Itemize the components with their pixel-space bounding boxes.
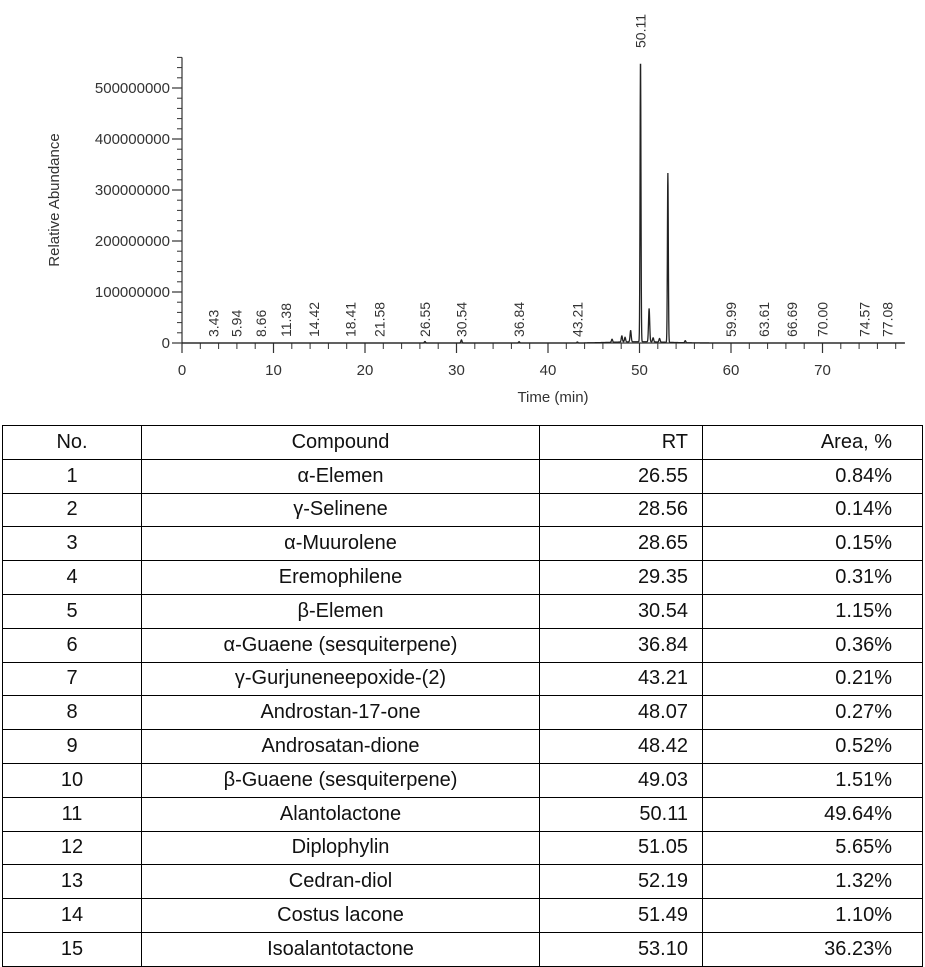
peak-label: 5.94 <box>228 309 245 337</box>
cell-compound: Isoalantotactone <box>142 932 540 966</box>
table-row <box>3 527 923 561</box>
table-body <box>3 459 923 966</box>
table-row <box>3 831 923 865</box>
cell-rt: 50.11 <box>540 797 703 831</box>
table-row <box>3 459 923 493</box>
x-tick-label: 20 <box>356 362 374 379</box>
cell-area: 0.15% <box>703 527 923 561</box>
y-tick-label: 200000000 <box>94 233 170 250</box>
header-area: Area, % <box>703 426 923 460</box>
cell-area: 0.27% <box>703 696 923 730</box>
peak-label: 30.54 <box>453 301 470 337</box>
cell-rt: 26.55 <box>540 459 703 493</box>
cell-compound: Alantolactone <box>142 797 540 831</box>
x-tick-label: 30 <box>448 362 465 379</box>
peak-label: 36.84 <box>511 301 528 337</box>
y-tick-label: 0 <box>161 335 170 352</box>
cell-rt: 28.56 <box>540 493 703 527</box>
peak-label: 8.66 <box>253 309 270 337</box>
cell-no: 8 <box>3 696 142 730</box>
cell-no: 1 <box>3 459 142 493</box>
table-row <box>3 662 923 696</box>
cell-rt: 30.54 <box>540 594 703 628</box>
cell-rt: 49.03 <box>540 763 703 797</box>
cell-area: 0.36% <box>703 628 923 662</box>
peak-label: 59.99 <box>722 301 739 337</box>
x-tick-label: 50 <box>631 362 648 379</box>
cell-area: 5.65% <box>703 831 923 865</box>
cell-area: 36.23% <box>703 932 923 966</box>
y-tick-label: 500000000 <box>94 80 170 97</box>
table-row <box>3 899 923 933</box>
table-row <box>3 763 923 797</box>
cell-no: 2 <box>3 493 142 527</box>
cell-no: 10 <box>3 763 142 797</box>
cell-compound: Eremophilene <box>142 561 540 595</box>
y-axis-title: Relative Abundance <box>46 133 63 267</box>
cell-compound: β-Elemen <box>142 594 540 628</box>
table-row <box>3 696 923 730</box>
cell-no: 3 <box>3 527 142 561</box>
cell-area: 1.51% <box>703 763 923 797</box>
cell-compound: Androstan-17-one <box>142 696 540 730</box>
peak-label: 21.58 <box>371 301 388 337</box>
trace-line <box>182 64 905 343</box>
cell-compound: β-Guaene (sesquiterpene) <box>142 763 540 797</box>
cell-rt: 43.21 <box>540 662 703 696</box>
peak-label: 3.43 <box>205 309 222 337</box>
peak-label: 11.38 <box>278 303 295 337</box>
cell-no: 13 <box>3 865 142 899</box>
peak-labels <box>205 14 895 337</box>
table-header-row <box>3 426 923 460</box>
cell-compound: γ-Gurjuneneepoxide-(2) <box>142 662 540 696</box>
y-axis <box>95 57 182 352</box>
table-row <box>3 730 923 764</box>
x-axis-title: Time (min) <box>517 389 589 406</box>
cell-compound: α-Guaene (sesquiterpene) <box>142 628 540 662</box>
cell-no: 5 <box>3 594 142 628</box>
y-tick-label: 100000000 <box>94 284 170 301</box>
cell-no: 11 <box>3 797 142 831</box>
cell-area: 1.32% <box>703 865 923 899</box>
y-tick-label: 300000000 <box>94 182 170 199</box>
x-axis <box>178 343 905 379</box>
cell-rt: 36.84 <box>540 628 703 662</box>
cell-no: 14 <box>3 899 142 933</box>
cell-rt: 51.05 <box>540 831 703 865</box>
table-row <box>3 797 923 831</box>
peak-label: 74.57 <box>856 301 873 337</box>
cell-compound: Diplophylin <box>142 831 540 865</box>
cell-no: 15 <box>3 932 142 966</box>
cell-rt: 52.19 <box>540 865 703 899</box>
peak-label: 70.00 <box>814 301 831 337</box>
cell-area: 1.10% <box>703 899 923 933</box>
cell-compound: α-Elemen <box>142 459 540 493</box>
y-tick-label: 400000000 <box>94 131 170 148</box>
cell-area: 1.15% <box>703 594 923 628</box>
cell-rt: 28.65 <box>540 527 703 561</box>
cell-compound: Cedran-diol <box>142 865 540 899</box>
peak-label: 66.69 <box>784 301 801 337</box>
compound-table-wrapper <box>2 425 922 967</box>
cell-area: 0.14% <box>703 493 923 527</box>
header-no: No. <box>3 426 142 460</box>
chromatogram-trace <box>182 64 905 343</box>
cell-no: 9 <box>3 730 142 764</box>
chromatogram-chart <box>0 0 925 415</box>
x-tick-label: 0 <box>177 362 187 379</box>
cell-area: 0.52% <box>703 730 923 764</box>
peak-label: 18.41 <box>342 301 359 337</box>
cell-compound: γ-Selinene <box>142 493 540 527</box>
cell-rt: 51.49 <box>540 899 703 933</box>
table-row <box>3 932 923 966</box>
cell-no: 12 <box>3 831 142 865</box>
table-row <box>3 561 923 595</box>
cell-rt: 48.07 <box>540 696 703 730</box>
cell-no: 7 <box>3 662 142 696</box>
cell-rt: 29.35 <box>540 561 703 595</box>
cell-area: 49.64% <box>703 797 923 831</box>
x-tick-label: 10 <box>265 362 282 379</box>
peak-label: 50.11 <box>632 14 649 48</box>
peak-label: 63.61 <box>756 301 773 337</box>
cell-area: 0.21% <box>703 662 923 696</box>
peak-label: 43.21 <box>569 301 586 337</box>
cell-rt: 48.42 <box>540 730 703 764</box>
x-tick-label: 70 <box>814 362 831 379</box>
peak-label: 14.42 <box>305 301 322 337</box>
table-row <box>3 594 923 628</box>
table-row <box>3 628 923 662</box>
compound-table <box>2 425 923 967</box>
table-row <box>3 493 923 527</box>
cell-area: 0.84% <box>703 459 923 493</box>
table-row <box>3 865 923 899</box>
x-tick-label: 40 <box>539 362 557 379</box>
cell-no: 4 <box>3 561 142 595</box>
cell-compound: Androsatan-dione <box>142 730 540 764</box>
cell-compound: α-Muurolene <box>142 527 540 561</box>
x-tick-label: 60 <box>722 362 740 379</box>
cell-area: 0.31% <box>703 561 923 595</box>
header-rt: RT <box>540 426 703 460</box>
cell-rt: 53.10 <box>540 932 703 966</box>
header-compound: Compound <box>142 426 540 460</box>
cell-no: 6 <box>3 628 142 662</box>
cell-compound: Costus lacone <box>142 899 540 933</box>
peak-label: 77.08 <box>879 301 896 337</box>
peak-label: 26.55 <box>416 301 433 337</box>
